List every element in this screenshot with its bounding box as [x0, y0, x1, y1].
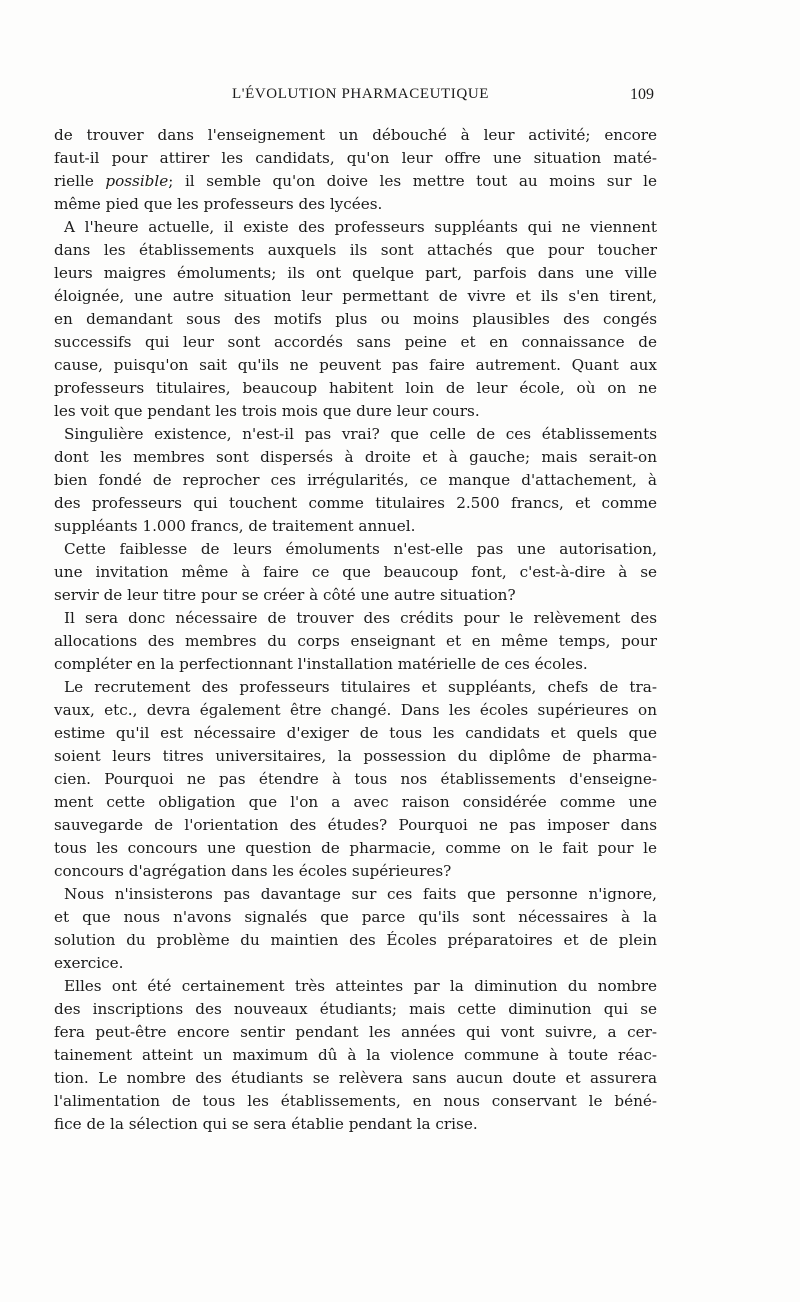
text-line: en demandant sous des motifs plus ou moins plausibles des congés — [54, 310, 657, 328]
text-line: dans les établissements auxquels ils sont attachés que pour toucher — [54, 241, 657, 259]
text-line: Il sera donc nécessaire de trouver des crédits pour le relèvement des — [64, 609, 657, 627]
text-line: bien fondé de reprocher ces irrégularités, ce manque d'attachement, à — [54, 471, 657, 489]
text-line: A l'heure actuelle, il existe des professeurs suppléants qui ne viennent — [64, 218, 657, 236]
text-line: une invitation même à faire ce que beaucoup font, c'est-à-dire à se — [54, 563, 657, 581]
body-text — [54, 124, 657, 1136]
text-line: tainement atteint un maximum dû à la violence commune à toute réac- — [54, 1046, 657, 1064]
text-line: faut-il pour attirer les candidats, qu'on leur offre une situation maté- — [54, 149, 657, 167]
text-segment: rielle — [54, 172, 106, 190]
text-line: ment cette obligation que l'on a avec raison considérée comme une — [54, 793, 657, 811]
text-line — [54, 170, 657, 193]
running-title: L'ÉVOLUTION PHARMACEUTIQUE — [232, 86, 490, 102]
text-line: solution du problème du maintien des Écoles préparatoires et de plein — [54, 931, 657, 949]
text-line: cause, puisqu'on sait qu'ils ne peuvent pas faire autrement. Quant aux — [54, 356, 657, 374]
text-line: soient leurs titres universitaires, la possession du diplôme de pharma- — [54, 747, 657, 765]
text-line: fice de la sélection qui se sera établie pendant la crise. — [54, 1115, 478, 1133]
text-line: Elles ont été certainement très atteintes par la diminution du nombre — [64, 977, 657, 995]
text-line: leurs maigres émoluments; ils ont quelque part, parfois dans une ville — [54, 264, 657, 282]
text-line: des inscriptions des nouveaux étudiants; mais cette diminution qui se — [54, 1000, 657, 1018]
text-line: éloignée, une autre situation leur permettant de vivre et ils s'en tirent, — [54, 287, 657, 305]
italic-word: possible — [105, 172, 169, 190]
text-line: dont les membres sont dispersés à droite et à gauche; mais serait-on — [54, 448, 657, 466]
text-line: sauvegarde de l'orientation des études? Pourquoi ne pas imposer dans — [54, 816, 657, 834]
text-line: Cette faiblesse de leurs émoluments n'est-elle pas une autorisation, — [64, 540, 657, 558]
text-line: tous les concours une question de pharmacie, comme on le fait pour le — [54, 839, 657, 857]
text-line: cien. Pourquoi ne pas étendre à tous nos établissements d'enseigne- — [54, 770, 657, 788]
text-line: l'alimentation de tous les établissements, en nous conservant le béné- — [54, 1092, 657, 1110]
text-line: concours d'agrégation dans les écoles supérieures? — [54, 862, 452, 880]
text-line: et que nous n'avons signalés que parce qu'ils sont nécessaires à la — [54, 908, 657, 926]
text-line: les voit que pendant les trois mois que dure leur cours. — [54, 402, 480, 420]
text-line: exercice. — [54, 954, 124, 972]
text-line: suppléants 1.000 francs, de traitement annuel. — [54, 517, 416, 535]
text-line: professeurs titulaires, beaucoup habitent loin de leur école, où on ne — [54, 379, 657, 397]
text-line: successifs qui leur sont accordés sans peine et en connaissance de — [54, 333, 657, 351]
text-line: estime qu'il est nécessaire d'exiger de tous les candidats et quels que — [54, 724, 657, 742]
text-line: des professeurs qui touchent comme titulaires 2.500 francs, et comme — [54, 494, 657, 512]
text-line: Le recrutement des professeurs titulaires et suppléants, chefs de tra- — [64, 678, 657, 696]
text-line: servir de leur titre pour se créer à côté une autre situation? — [54, 586, 516, 604]
text-line: allocations des membres du corps enseignant et en même temps, pour — [54, 632, 657, 650]
text-line: Nous n'insisterons pas davantage sur ces faits que personne n'ignore, — [64, 885, 657, 903]
page-number: 109 — [630, 86, 654, 103]
text-line: vaux, etc., devra également être changé. Dans les écoles supérieures on — [54, 701, 657, 719]
text-line: fera peut-être encore sentir pendant les années qui vont suivre, a cer- — [54, 1023, 657, 1041]
text-line: tion. Le nombre des étudiants se relèvera sans aucun doute et assurera — [54, 1069, 657, 1087]
page-header — [54, 86, 654, 108]
text-line: de trouver dans l'enseignement un débouché à leur activité; encore — [54, 126, 657, 144]
text-line: même pied que les professeurs des lycées. — [54, 195, 383, 213]
text-segment: ; il semble qu'on doive les mettre tout au moins sur le — [168, 172, 657, 190]
text-line: compléter en la perfectionnant l'installation matérielle de ces écoles. — [54, 655, 588, 673]
text-line: Singulière existence, n'est-il pas vrai? que celle de ces établissements — [64, 425, 657, 443]
